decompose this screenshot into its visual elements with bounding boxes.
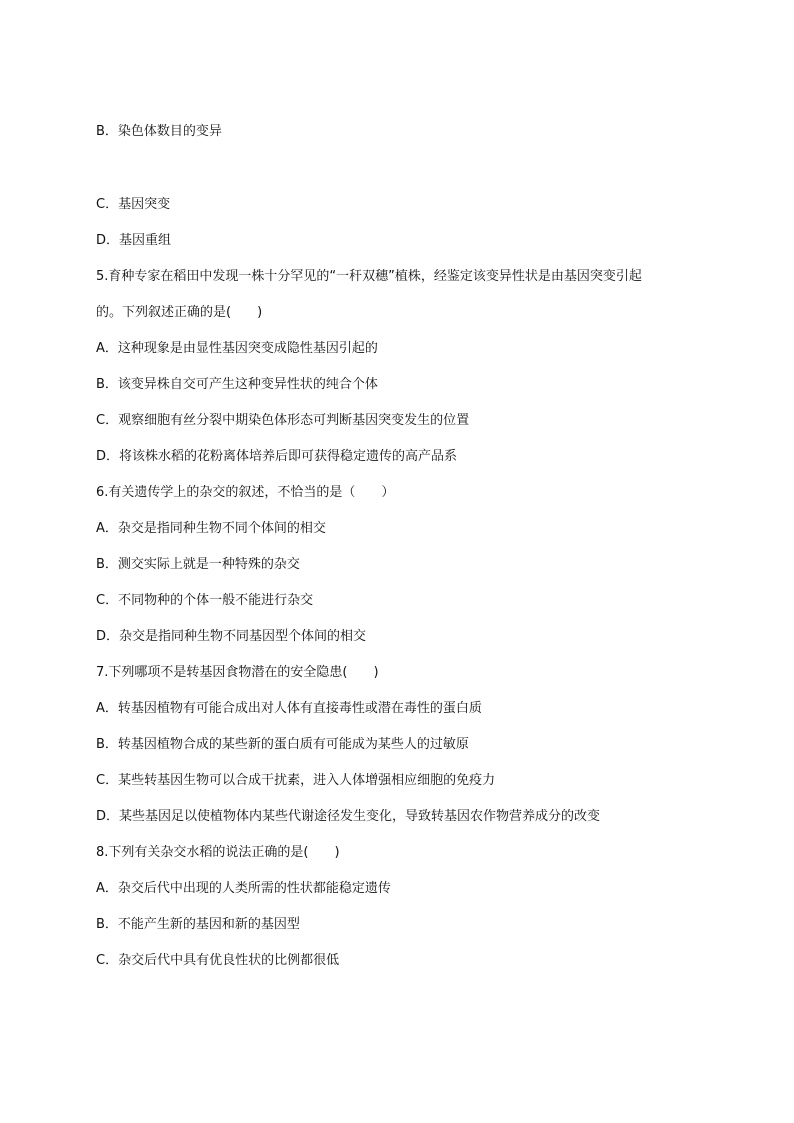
question-5-stem-line-2: 的。下列叙述正确的是( ) — [96, 305, 263, 320]
option-c-q8: C．杂交后代中具有优良性状的比例都很低 — [96, 953, 340, 968]
option-b-q4: B．染色体数目的变异 — [96, 124, 222, 139]
option-b-q6: B．测交实际上就是一种特殊的杂交 — [96, 557, 300, 572]
option-b-q7: B．转基因植物合成的某些新的蛋白质有可能成为某些人的过敏原 — [96, 737, 469, 752]
question-6-stem: 6.有关遗传学上的杂交的叙述，不恰当的是（ ） — [96, 485, 395, 500]
option-a-q6: A．杂交是指同种生物不同个体间的相交 — [96, 521, 326, 536]
option-a-q8: A．杂交后代中出现的人类所需的性状都能稳定遗传 — [96, 881, 391, 896]
option-a-q7: A．转基因植物有可能合成出对人体有直接毒性或潜在毒性的蛋白质 — [96, 701, 482, 716]
option-c-q4: C．基因突变 — [96, 197, 171, 212]
option-d-q7: D．某些基因足以使植物体内某些代谢途径发生变化，导致转基因农作物营养成分的改变 — [96, 809, 601, 824]
option-d-q4: D．基因重组 — [96, 233, 172, 248]
option-b-q5: B．该变异株自交可产生这种变异性状的纯合个体 — [96, 377, 378, 392]
option-b-q8: B．不能产生新的基因和新的基因型 — [96, 917, 300, 932]
option-d-q5: D．将该株水稻的花粉离体培养后即可获得稳定遗传的高产品系 — [96, 449, 458, 464]
option-a-q5: A．这种现象是由显性基因突变成隐性基因引起的 — [96, 341, 378, 356]
question-5-stem-line-1: 5.育种专家在稻田中发现一株十分罕见的“一秆双穗”植株，经鉴定该变异性状是由基因突变引起 — [96, 269, 642, 284]
option-c-q7: C．某些转基因生物可以合成干扰素，进入人体增强相应细胞的免疫力 — [96, 773, 496, 788]
option-d-q6: D．杂交是指同种生物不同基因型个体间的相交 — [96, 629, 367, 644]
option-c-q5: C．观察细胞有丝分裂中期染色体形态可判断基因突变发生的位置 — [96, 413, 470, 428]
question-8-stem: 8.下列有关杂交水稻的说法正确的是( ) — [96, 845, 340, 860]
question-7-stem: 7.下列哪项不是转基因食物潜在的安全隐患( ) — [96, 665, 379, 680]
option-c-q6: C．不同物种的个体一般不能进行杂交 — [96, 593, 314, 608]
